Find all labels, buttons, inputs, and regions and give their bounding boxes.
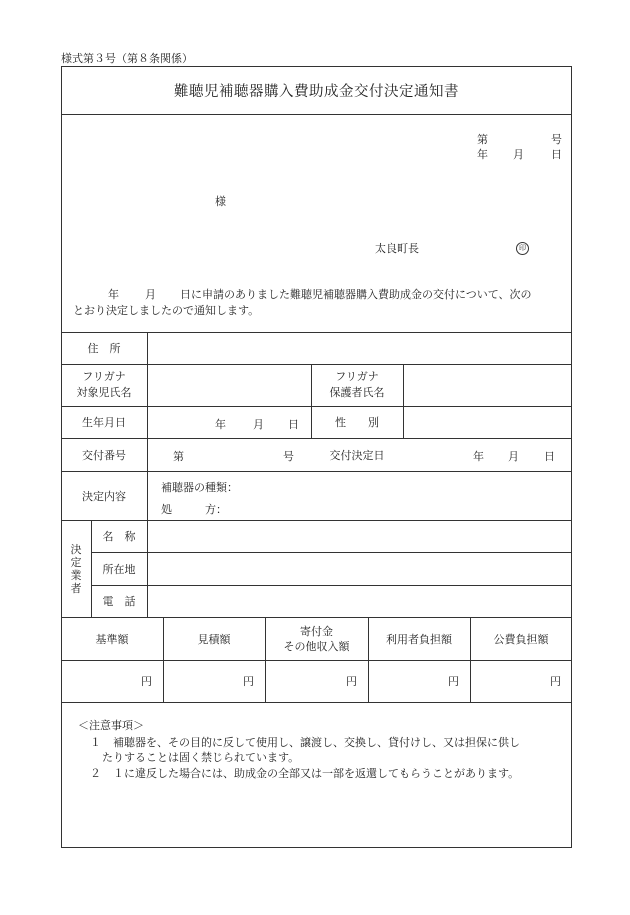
- date-day: 日: [551, 148, 562, 161]
- grant-number-label: 交付番号: [82, 448, 126, 462]
- vendor-group-char: 業: [70, 568, 82, 582]
- note-1-text: 補聴器を、その目的に反して使用し、譲渡し、交換し、貸付けし、又は担保に供し: [113, 736, 520, 749]
- decision-date-label: 交付決定日: [329, 448, 385, 462]
- notes-heading: ＜注意事項＞: [78, 719, 144, 732]
- divider: [147, 520, 148, 617]
- decision-day: 日: [544, 450, 555, 463]
- amount-unit: 円: [448, 675, 459, 688]
- amount-header-donation: [265, 617, 368, 660]
- note-1-text-2: たりすることは固く禁じられています。: [102, 751, 300, 764]
- decision-month: 月: [508, 450, 519, 463]
- decision-year: 年: [473, 450, 484, 463]
- amount-unit: 円: [550, 675, 561, 688]
- amount-header-public-share: 公費負担額: [493, 632, 549, 646]
- amount-header-standard: 基準額: [95, 632, 129, 646]
- device-type-label: 補聴器の種類：: [161, 481, 238, 494]
- amount-unit: 円: [243, 675, 254, 688]
- vendor-location-label: 所在地: [102, 562, 136, 576]
- vendor-name-label: 名 称: [102, 530, 136, 543]
- vendor-phone-label: 電 話: [102, 595, 136, 608]
- form-number-label: 様式第３号（第８条関係）: [61, 52, 193, 65]
- date-year: 年: [477, 148, 488, 161]
- intro-text: 日に申請のありました難聴児補聴器購入費助成金の交付について、次の: [180, 288, 532, 301]
- sex-label: 性 別: [335, 416, 379, 429]
- divider: [403, 364, 404, 438]
- intro-text-2: とおり決定しましたので通知します。: [73, 304, 260, 317]
- amount-header-user-share: 利用者負担額: [386, 632, 452, 646]
- amount-unit: 円: [346, 675, 357, 688]
- number-suffix: 号: [551, 133, 562, 146]
- birth-day: 日: [288, 418, 299, 431]
- divider: [91, 585, 572, 586]
- child-furigana: フリガナ: [82, 370, 126, 383]
- decision-content-label: 決定内容: [82, 489, 126, 503]
- divider: [91, 552, 572, 553]
- guardian-furigana: フリガナ: [335, 370, 379, 383]
- seal-mark: [516, 240, 529, 255]
- amount-unit: 円: [141, 675, 152, 688]
- note-2-number: ２: [90, 767, 101, 780]
- divider: [147, 332, 148, 520]
- vendor-group-label: [61, 520, 91, 617]
- addressee-suffix: 様: [215, 195, 226, 208]
- address-label: 住 所: [87, 342, 121, 355]
- child-name: 対象児氏名: [76, 386, 132, 399]
- divider: [61, 702, 572, 703]
- grant-prefix: 第: [173, 450, 184, 463]
- date-month: 月: [513, 148, 524, 161]
- intro-month: 月: [145, 288, 156, 301]
- vendor-group-char: 者: [70, 581, 82, 595]
- issuer: 太良町長: [375, 242, 419, 255]
- prescription-label: 処 方：: [161, 503, 227, 516]
- amount-header-estimate: 見積額: [197, 632, 231, 646]
- note-2-text: １に違反した場合には、助成金の全部又は一部を返還してもらうことがあります。: [113, 767, 520, 780]
- seal-icon: 印: [516, 242, 529, 255]
- birth-year: 年: [215, 418, 226, 431]
- guardian-name-label: [311, 364, 403, 406]
- number-prefix: 第: [477, 133, 488, 146]
- vendor-group-char: 決: [70, 542, 82, 556]
- divider: [61, 114, 572, 115]
- intro-year: 年: [108, 288, 119, 301]
- other-income-label: その他収入額: [283, 639, 350, 653]
- donation-label: 寄付金: [300, 624, 333, 638]
- document-title: 難聴児補聴器購入費助成金交付決定通知書: [174, 83, 459, 100]
- grant-suffix: 号: [283, 450, 294, 463]
- note-1-number: １: [90, 736, 101, 749]
- birthdate-label: 生年月日: [82, 416, 126, 429]
- guardian-name: 保護者氏名: [329, 386, 385, 399]
- birth-month: 月: [253, 418, 264, 431]
- vendor-group-char: 定: [70, 555, 82, 569]
- child-name-label: [61, 364, 147, 406]
